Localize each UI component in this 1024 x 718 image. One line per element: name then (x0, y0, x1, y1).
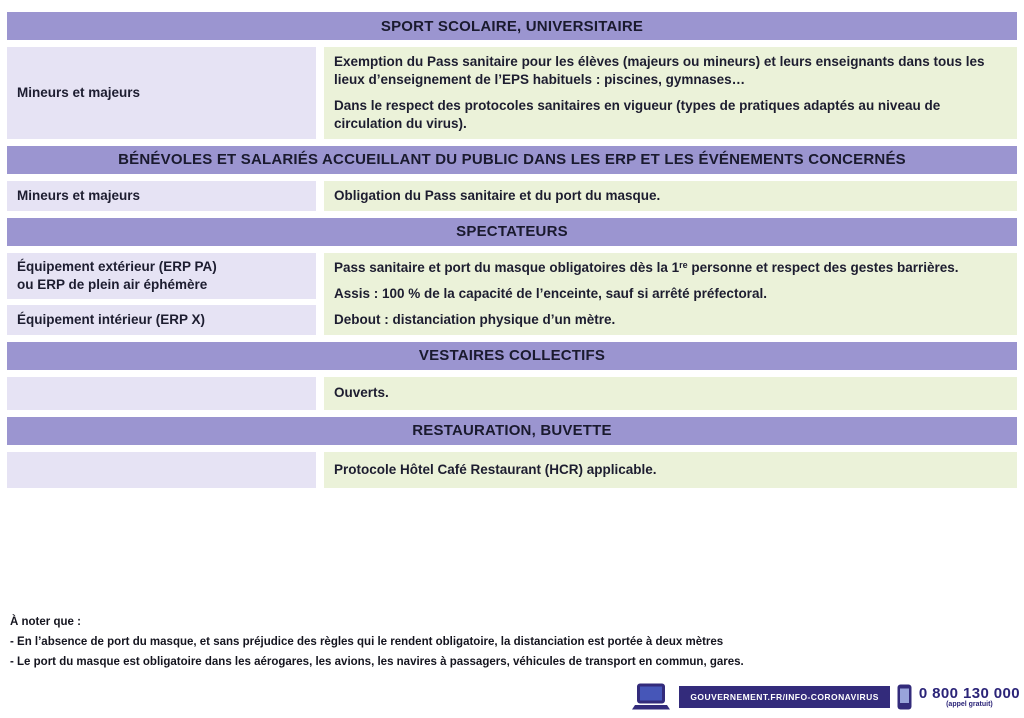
content-line-pre: Pass sanitaire et port du masque obligatoires dès la 1 (334, 259, 680, 275)
category-label: Équipement intérieur (ERP X) (17, 311, 206, 327)
content-paragraph: Exemption du Pass sanitaire pour les élèves (majeurs ou mineurs) et leurs enseignants dans tous les lieux d’enseignement de l’EPS habituels : piscines, gymnases… (334, 54, 985, 87)
content-text: Obligation du Pass sanitaire et du port du masque. (334, 187, 661, 203)
content-cell (324, 47, 1017, 139)
footnote-item: - En l’absence de port du masque, et sans préjudice des règles qui le rendent obligatoire, la distanciation est portée à deux mètres (10, 636, 724, 649)
content-text: Protocole Hôtel Café Restaurant (HCR) applicable. (334, 461, 657, 477)
category-label: Mineurs et majeurs (17, 84, 141, 100)
section-title: RESTAURATION, BUVETTE (412, 422, 612, 440)
content-line (334, 259, 1007, 277)
content-text: Ouverts. (334, 385, 389, 401)
section-header-spectateurs (7, 218, 1017, 246)
rules-table (7, 12, 1017, 488)
section-header-sport-scolaire (7, 12, 1017, 40)
table-row (7, 47, 1017, 139)
category-label: Mineurs et majeurs (17, 187, 141, 203)
content-cell (324, 452, 1017, 488)
phone-contact (919, 686, 1020, 709)
category-column (7, 253, 316, 335)
ordinal-superscript: re (679, 259, 688, 270)
footnote-item: - Le port du masque est obligatoire dans les aérogares, les avions, les navires à passagers, véhicules de transport en commun, gares. (10, 656, 744, 669)
category-label-line: Équipement extérieur (ERP PA) (17, 258, 217, 274)
section-header-restauration (7, 417, 1017, 445)
section-title: VESTAIRES COLLECTIFS (418, 347, 606, 365)
footnotes (10, 612, 1010, 672)
content-paragraph: Dans le respect des protocoles sanitaires en vigueur (types de pratiques adaptés au niveau de circulation du virus). (334, 97, 941, 131)
phone-icon (897, 684, 912, 710)
content-line: Assis : 100 % de la capacité de l’enceinte, sauf si arrêté préfectoral. (334, 285, 767, 301)
category-cell (7, 305, 316, 335)
phone-number: 0 800 130 000 (918, 684, 1020, 702)
section-header-benevoles (7, 146, 1017, 174)
category-label-line: ou ERP de plein air éphémère (17, 276, 208, 292)
section-header-vestiaires (7, 342, 1017, 370)
section-title: SPECTATEURS (456, 223, 568, 241)
section-title: BÉNÉVOLES ET SALARIÉS ACCUEILLANT DU PUBLIC DANS LES ERP ET LES ÉVÉNEMENTS CONCERNÉS (118, 151, 906, 169)
table-row (7, 181, 1017, 211)
content-cell (324, 253, 1017, 335)
laptop-icon (630, 683, 672, 711)
content-line-post: personne et respect des gestes barrières. (687, 259, 959, 275)
phone-free-call-note: (appel gratuit) (946, 701, 993, 709)
government-site-badge[interactable]: GOUVERNEMENT.FR/INFO-CORONAVIRUS (679, 686, 890, 709)
content-cell (324, 377, 1017, 410)
category-cell-empty (7, 377, 316, 410)
category-cell (7, 47, 316, 139)
category-cell-empty (7, 452, 316, 488)
table-row (7, 253, 1017, 335)
footnote-heading: À noter que : (10, 616, 81, 628)
table-row (7, 452, 1017, 488)
content-cell (324, 181, 1017, 211)
footer-contact-bar (630, 683, 1020, 711)
content-line: Debout : distanciation physique d’un mètre. (334, 311, 616, 327)
section-title: SPORT SCOLAIRE, UNIVERSITAIRE (380, 17, 644, 35)
category-cell (7, 253, 316, 299)
category-cell (7, 181, 316, 211)
table-row (7, 377, 1017, 410)
